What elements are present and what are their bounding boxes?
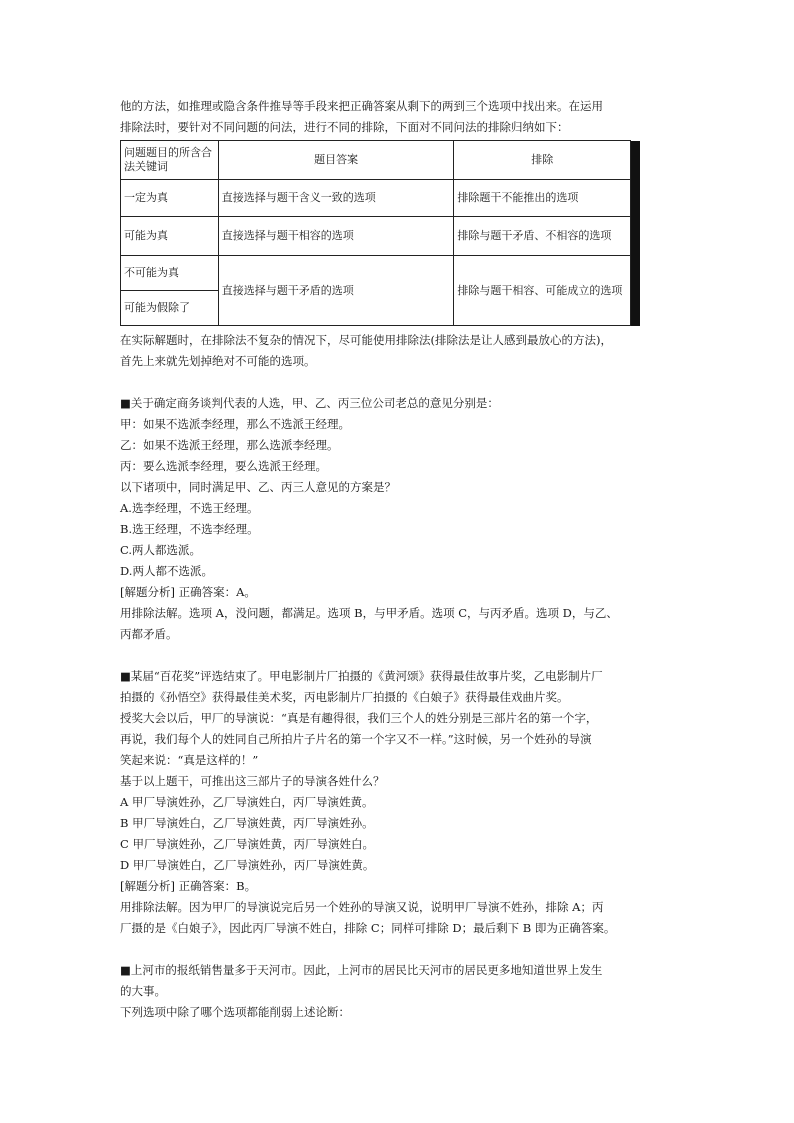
q2-analysis-line: 用排除法解。因为甲厂的导演说完后另一个姓孙的导演又说，说明甲厂导演不姓孙，排除 A；丙 [120,900,604,914]
q2-stem-line: 笑起来说：“真是这样的！” [120,753,259,767]
q1-stem: ■关于确定商务谈判代表的人选，甲、乙、丙三位公司老总的意见分别是： [120,396,499,410]
q1-question: 以下诸项中，同时满足甲、乙、丙三人意见的方案是？ [120,480,396,494]
table-row [121,180,641,217]
q1-analysis-line: 用排除法解。选项 A，没问题，都满足。选项 B，与甲矛盾。选项 C，与丙矛盾。选项 D，与乙、 [120,606,618,620]
q2-stem-line: 拍摄的《孙悟空》获得最佳美术奖，丙电影制片厂拍摄的《白娘子》获得最佳戏曲片奖。 [120,690,569,704]
table-row [121,217,641,256]
q2-stem-line: 再说，我们每个人的姓同自己所拍片子片名的第一个字又不一样。”这时候，另一个姓孙的导演 [120,732,592,746]
table-cell: 排除题干不能推出的选项 [454,180,631,217]
table-cell: 一定为真 [121,180,219,217]
q1-option: A.选李经理，不选王经理。 [120,501,259,515]
q2-option: C 甲厂导演姓孙，乙厂导演姓黄，丙厂导演姓白。 [120,837,374,851]
q1-opinion: 甲：如果不选派李经理，那么不选派王经理。 [120,417,350,431]
document-page [120,96,676,1023]
table-header-keyword: 问题题目的所含合法关键词 [121,141,219,180]
q3-question: 下列选项中除了哪个选项都能削弱上述论断： [120,1005,350,1019]
q2-question: 基于以上题干，可推出这三部片子的导演各姓什么？ [120,774,385,788]
q1-opinion: 丙：要么选派李经理，要么选派王经理。 [120,459,327,473]
q1-option: B.选王经理，不选李经理。 [120,522,259,536]
intro-line-2: 排除法时，要针对不同问题的问法，进行不同的排除，下面对不同问法的排除归纳如下： [120,120,569,134]
after-table-line-1: 在实际解题时，在排除法不复杂的情况下，尽可能使用排除法(排除法是让人感到最放心的方法)， [120,333,612,347]
table-right-bar [631,141,640,326]
q3-stem-line: 的大事。 [120,984,166,998]
q1-option: D.两人都不选派。 [120,564,213,578]
q1-answer: [解题分析] 正确答案：A。 [120,585,256,599]
table-header-answer: 题目答案 [218,141,454,180]
q1-analysis-line: 丙都矛盾。 [120,627,178,641]
table-row [121,256,641,291]
table-cell: 排除与题干相容、可能成立的选项 [454,256,631,326]
table-cell: 不可能为真 [121,256,219,291]
q2-option: A 甲厂导演姓孙，乙厂导演姓白，丙厂导演姓黄。 [120,795,374,809]
table-cell: 可能为假除了 [121,291,219,326]
q1-option: C.两人都选派。 [120,543,202,557]
table-header-row [121,141,641,180]
q1-opinion: 乙：如果不选派王经理，那么选派李经理。 [120,438,339,452]
table-cell: 直接选择与题干矛盾的选项 [218,256,454,326]
table-cell: 直接选择与题干相容的选项 [218,217,454,256]
q2-answer: [解题分析] 正确答案：B。 [120,879,257,893]
table-cell: 可能为真 [121,217,219,256]
q2-option: B 甲厂导演姓白，乙厂导演姓黄，丙厂导演姓孙。 [120,816,374,830]
after-table-line-2: 首先上来就先划掉绝对不可能的选项。 [120,354,316,368]
q2-stem-line: 授奖大会以后，甲厂的导演说：“真是有趣得很，我们三个人的姓分别是三部片名的第一个字， [120,711,598,725]
q2-stem-line: ■某届“百花奖”评选结束了。甲电影制片厂拍摄的《黄河颂》获得最佳故事片奖，乙电影制片厂 [120,669,603,683]
table-cell: 排除与题干矛盾、不相容的选项 [454,217,631,256]
q3-stem-line: ■上河市的报纸销售量多于天河市。因此，上河市的居民比天河市的居民更多地知道世界上发生 [120,963,603,977]
table-cell: 直接选择与题干含义一致的选项 [218,180,454,217]
q2-option: D 甲厂导演姓白，乙厂导演姓孙，丙厂导演姓黄。 [120,858,375,872]
table-header-elimination: 排除 [454,141,631,180]
q2-analysis-line: 厂摄的是《白娘子》，因此丙厂导演不姓白，排除 C；同样可排除 D；最后剩下 B 即为正确答案。 [120,921,616,935]
elimination-table [120,140,640,326]
intro-line-1: 他的方法，如推理或隐含条件推导等手段来把正确答案从剩下的两到三个选项中找出来。在运用 [120,99,603,113]
